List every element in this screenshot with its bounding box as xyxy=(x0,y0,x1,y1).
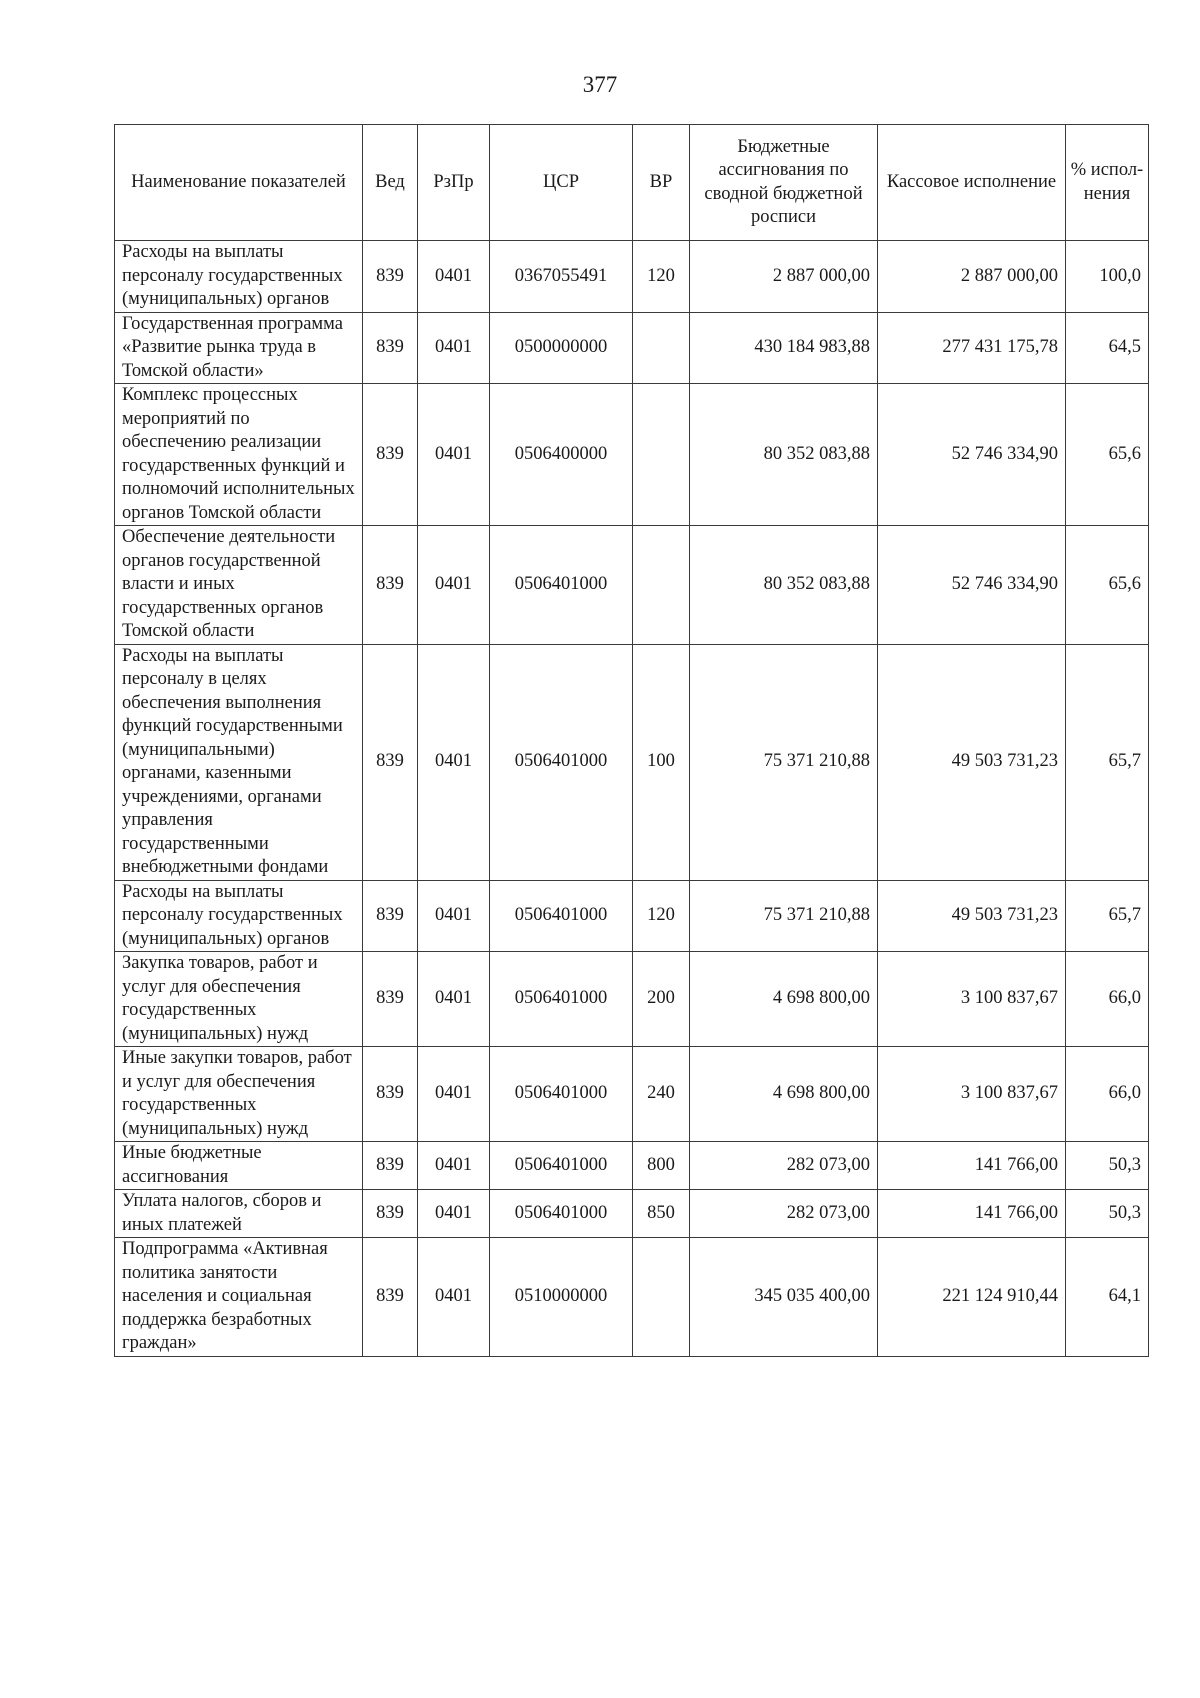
cell-csr: 0367055491 xyxy=(490,241,633,313)
cell-budget: 80 352 083,88 xyxy=(690,526,878,645)
cell-rzpr: 0401 xyxy=(418,880,490,952)
cell-csr: 0506401000 xyxy=(490,526,633,645)
cell-rzpr: 0401 xyxy=(418,312,490,384)
cell-cash: 277 431 175,78 xyxy=(878,312,1066,384)
cell-vr: 100 xyxy=(633,644,690,880)
header-csr: ЦСР xyxy=(490,125,633,241)
cell-name: Комплекс процессных мероприятий по обеспечению реализации государственных функций и полномочий исполнительных органов Томской области xyxy=(115,384,363,526)
cell-cash: 49 503 731,23 xyxy=(878,644,1066,880)
budget-execution-table xyxy=(114,124,1149,1357)
cell-budget: 4 698 800,00 xyxy=(690,1047,878,1142)
cell-csr: 0506401000 xyxy=(490,952,633,1047)
cell-rzpr: 0401 xyxy=(418,1190,490,1238)
table-row xyxy=(115,880,1149,952)
header-name: Наименование показателей xyxy=(115,125,363,241)
table-row xyxy=(115,644,1149,880)
header-percent: % испол-нения xyxy=(1066,125,1149,241)
cell-name: Расходы на выплаты персоналу государственных (муниципальных) органов xyxy=(115,880,363,952)
cell-name: Обеспечение деятельности органов государственной власти и иных государственных органов Томской области xyxy=(115,526,363,645)
header-ved: Вед xyxy=(363,125,418,241)
cell-ved: 839 xyxy=(363,1238,418,1357)
cell-cash: 141 766,00 xyxy=(878,1190,1066,1238)
table-row xyxy=(115,1047,1149,1142)
cell-cash: 141 766,00 xyxy=(878,1142,1066,1190)
cell-csr: 0506401000 xyxy=(490,1190,633,1238)
cell-rzpr: 0401 xyxy=(418,526,490,645)
cell-percent: 66,0 xyxy=(1066,952,1149,1047)
cell-percent: 66,0 xyxy=(1066,1047,1149,1142)
cell-budget: 75 371 210,88 xyxy=(690,644,878,880)
cell-name: Иные закупки товаров, работ и услуг для обеспечения государственных (муниципальных) нужд xyxy=(115,1047,363,1142)
cell-csr: 0506401000 xyxy=(490,1142,633,1190)
cell-ved: 839 xyxy=(363,1047,418,1142)
cell-vr: 240 xyxy=(633,1047,690,1142)
cell-ved: 839 xyxy=(363,526,418,645)
cell-percent: 65,7 xyxy=(1066,880,1149,952)
cell-name: Закупка товаров, работ и услуг для обеспечения государственных (муниципальных) нужд xyxy=(115,952,363,1047)
table-row xyxy=(115,1190,1149,1238)
cell-percent: 64,5 xyxy=(1066,312,1149,384)
table-row xyxy=(115,526,1149,645)
cell-ved: 839 xyxy=(363,1142,418,1190)
header-budget: Бюджетные ассигнования по сводной бюджетной росписи xyxy=(690,125,878,241)
cell-ved: 839 xyxy=(363,384,418,526)
cell-rzpr: 0401 xyxy=(418,952,490,1047)
cell-percent: 64,1 xyxy=(1066,1238,1149,1357)
cell-ved: 839 xyxy=(363,644,418,880)
cell-cash: 49 503 731,23 xyxy=(878,880,1066,952)
table-row xyxy=(115,952,1149,1047)
cell-csr: 0506401000 xyxy=(490,644,633,880)
cell-csr: 0506401000 xyxy=(490,880,633,952)
cell-budget: 75 371 210,88 xyxy=(690,880,878,952)
cell-csr: 0506400000 xyxy=(490,384,633,526)
cell-ved: 839 xyxy=(363,1190,418,1238)
cell-cash: 3 100 837,67 xyxy=(878,1047,1066,1142)
table-row xyxy=(115,1142,1149,1190)
cell-vr: 800 xyxy=(633,1142,690,1190)
cell-cash: 221 124 910,44 xyxy=(878,1238,1066,1357)
cell-rzpr: 0401 xyxy=(418,644,490,880)
cell-budget: 80 352 083,88 xyxy=(690,384,878,526)
cell-percent: 65,6 xyxy=(1066,384,1149,526)
cell-vr xyxy=(633,1238,690,1357)
cell-rzpr: 0401 xyxy=(418,1142,490,1190)
header-rzpr: РзПр xyxy=(418,125,490,241)
cell-name: Уплата налогов, сборов и иных платежей xyxy=(115,1190,363,1238)
cell-cash: 52 746 334,90 xyxy=(878,526,1066,645)
table-body xyxy=(115,241,1149,1357)
cell-budget: 282 073,00 xyxy=(690,1142,878,1190)
cell-vr xyxy=(633,384,690,526)
table-row xyxy=(115,384,1149,526)
cell-name: Государственная программа «Развитие рынка труда в Томской области» xyxy=(115,312,363,384)
cell-budget: 4 698 800,00 xyxy=(690,952,878,1047)
cell-ved: 839 xyxy=(363,880,418,952)
table-row xyxy=(115,1238,1149,1357)
cell-csr: 0510000000 xyxy=(490,1238,633,1357)
cell-csr: 0500000000 xyxy=(490,312,633,384)
table-row xyxy=(115,312,1149,384)
cell-csr: 0506401000 xyxy=(490,1047,633,1142)
cell-budget: 2 887 000,00 xyxy=(690,241,878,313)
cell-name: Иные бюджетные ассигнования xyxy=(115,1142,363,1190)
cell-name: Расходы на выплаты персоналу в целях обеспечения выполнения функций государственными (муниципальными) органами, казенными учреждениями, органами управления государственными внебюджетными фондами xyxy=(115,644,363,880)
cell-rzpr: 0401 xyxy=(418,1047,490,1142)
cell-budget: 282 073,00 xyxy=(690,1190,878,1238)
cell-ved: 839 xyxy=(363,952,418,1047)
cell-cash: 3 100 837,67 xyxy=(878,952,1066,1047)
cell-percent: 100,0 xyxy=(1066,241,1149,313)
cell-ved: 839 xyxy=(363,241,418,313)
cell-vr xyxy=(633,312,690,384)
cell-rzpr: 0401 xyxy=(418,1238,490,1357)
cell-vr: 200 xyxy=(633,952,690,1047)
table-header-row xyxy=(115,125,1149,241)
cell-budget: 430 184 983,88 xyxy=(690,312,878,384)
cell-percent: 65,7 xyxy=(1066,644,1149,880)
cell-percent: 50,3 xyxy=(1066,1142,1149,1190)
cell-ved: 839 xyxy=(363,312,418,384)
cell-vr: 850 xyxy=(633,1190,690,1238)
cell-vr: 120 xyxy=(633,241,690,313)
cell-name: Подпрограмма «Активная политика занятости населения и социальная поддержка безработных граждан» xyxy=(115,1238,363,1357)
cell-vr: 120 xyxy=(633,880,690,952)
cell-vr xyxy=(633,526,690,645)
page-number: 377 xyxy=(582,72,618,97)
cell-rzpr: 0401 xyxy=(418,241,490,313)
header-cash: Кассовое исполнение xyxy=(878,125,1066,241)
cell-name: Расходы на выплаты персоналу государственных (муниципальных) органов xyxy=(115,241,363,313)
header-vr: ВР xyxy=(633,125,690,241)
cell-cash: 2 887 000,00 xyxy=(878,241,1066,313)
table-row xyxy=(115,241,1149,313)
cell-percent: 50,3 xyxy=(1066,1190,1149,1238)
cell-percent: 65,6 xyxy=(1066,526,1149,645)
cell-rzpr: 0401 xyxy=(418,384,490,526)
cell-budget: 345 035 400,00 xyxy=(690,1238,878,1357)
cell-cash: 52 746 334,90 xyxy=(878,384,1066,526)
